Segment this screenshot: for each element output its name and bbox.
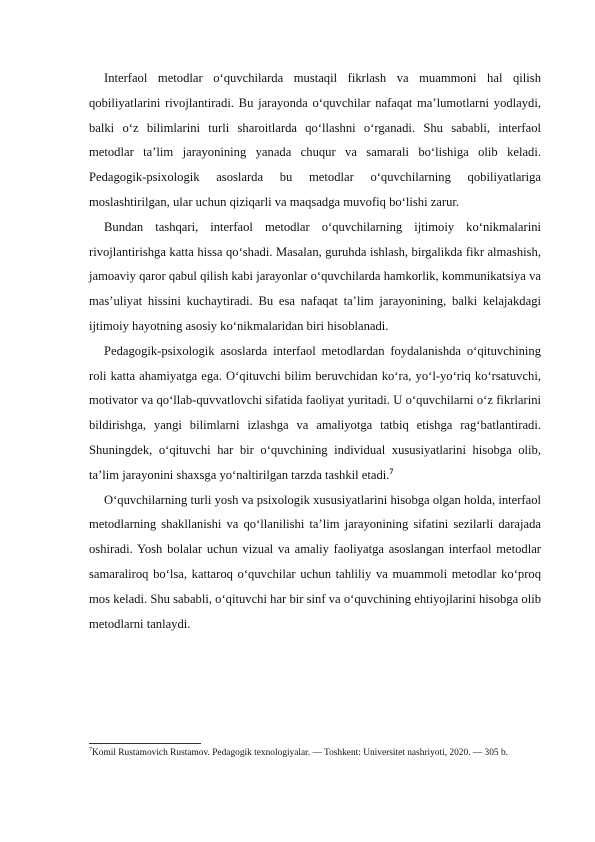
footnote-number: 7 — [89, 746, 92, 753]
paragraph-3-text: Pedagogik-psixologik asoslarda interfaol metodlardan foydalanishda o‘qituvchining roli katta ahamiyatga ega. O‘qituvchi bilim beruvchidan ko‘ra, yo‘l-yo‘riq ko‘rsatuvchi, motivator va qo‘llab-quvvatlovchi sifatida faoliyat yuritadi. U o‘quvchilarni o‘z fikrlarini bildirishga, yangi bilimlarni izlashga va amaliyotga tatbiq etishga rag‘batlantiradi. Shuningdek, o‘qituvchi har bir o‘quvchining individual xususiyatlarini hisobga olib, ta’lim jarayonini shaxsga yo‘naltirilgan tarzda tashkil etadi. — [89, 343, 541, 482]
paragraph-2 — [89, 215, 541, 339]
paragraph-2-text: Bundan tashqari, interfaol metodlar o‘quvchilarning ijtimoiy ko‘nikmalarini rivojlantirishga katta hissa qo‘shadi. Masalan, guruhda ishlash, birgalikda fikr almashish, jamoaviy qaror qabul qilish kabi jarayonlar o‘quvchilarda hamkorlik, kommunikatsiya va mas’uliyat hissini kuchaytiradi. Bu esa nafaqat ta’lim jarayonining, balki kelajakdagi ijtimoiy hayotning asosiy ko‘nikmalaridan biri hisoblanadi. — [89, 219, 541, 333]
paragraph-1 — [89, 66, 541, 215]
footnote-text: Komil Rustamovich Rustamov. Pedagogik texnologiyalar. — Toshkent: Universitet nashriyoti, 2020. — 305 b. — [92, 748, 508, 758]
paragraph-1-text: Interfaol metodlar o‘quvchilarda mustaqil fikrlash va muammoni hal qilish qobiliyatlarini rivojlantiradi. Bu jarayonda o‘quvchilar nafaqat ma’lumotlarni yodlaydi, balki o‘z bilimlarini turli sharoitlarda qo‘llashni o‘rganadi. Shu sababli, interfaol metodlar ta’lim jarayonining yanada chuqur va samarali bo‘lishiga olib keladi. Pedagogik-psixologik asoslarda bu metodlar o‘quvchilarning qobiliyatlariga moslashtirilgan, ular uchun qiziqarli va maqsadga muvofiq bo‘lishi zarur. — [89, 71, 541, 209]
footnote-reference[interactable]: 7 — [389, 466, 394, 476]
paragraph-4-text: O‘quvchilarning turli yosh va psixologik xususiyatlarini hisobga olgan holda, interfaol metodlarning shakllanishi va qo‘llanilishi ta’lim jarayonining sifatini sezilarli darajada oshiradi. Yosh bolalar uchun vizual va amaliy faoliyatga asoslangan interfaol metodlar samaraliroq bo‘lsa, kattaroq o‘quvchilar uchun tahliliy va muammoli metodlar ko‘proq mos keladi. Shu sababli, o‘qituvchi har bir sinf va o‘quvchining ehtiyojlarini hisobga olib metodlarni tanlaydi. — [89, 492, 541, 631]
document-body — [89, 66, 541, 636]
paragraph-4 — [89, 488, 541, 637]
footnote — [89, 747, 519, 759]
footnote-divider — [89, 743, 201, 744]
paragraph-3 — [89, 339, 541, 488]
